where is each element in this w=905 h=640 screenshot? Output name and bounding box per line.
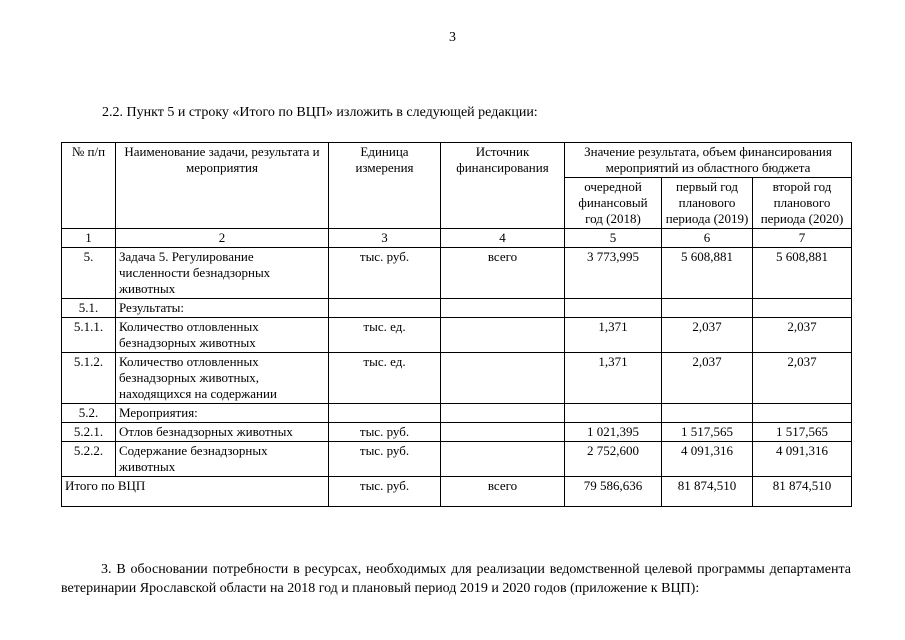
cell-name: Количество отловленных безнадзорных животных	[116, 318, 329, 353]
total-value-2019: 81 874,510	[662, 477, 753, 507]
col-number: 4	[441, 229, 565, 248]
cell-value-2020: 1 517,565	[753, 423, 852, 442]
cell-source	[441, 318, 565, 353]
cell-value-2020: 2,037	[753, 318, 852, 353]
cell-source	[441, 404, 565, 423]
cell-name: Содержание безнадзорных животных	[116, 442, 329, 477]
cell-name: Задача 5. Регулирование численности безнадзорных животных	[116, 248, 329, 299]
col-number: 2	[116, 229, 329, 248]
table-row	[62, 442, 852, 477]
cell-name: Мероприятия:	[116, 404, 329, 423]
total-value-2018: 79 586,636	[565, 477, 662, 507]
cell-value-2018	[565, 404, 662, 423]
cell-num: 5.2.2.	[62, 442, 116, 477]
table-row	[62, 248, 852, 299]
cell-value-2019: 1 517,565	[662, 423, 753, 442]
cell-source	[441, 353, 565, 404]
col-number: 1	[62, 229, 116, 248]
footer-paragraph: 3. В обосновании потребности в ресурсах, необходимых для реализации ведомственной целевой программы департамента ветеринарии Ярославской области на 2018 год и плановый период 2019 и 2020 годов (приложение к ВЦП):	[61, 562, 851, 596]
table-row	[62, 423, 852, 442]
cell-value-2019: 5 608,881	[662, 248, 753, 299]
cell-source	[441, 423, 565, 442]
cell-unit	[329, 299, 441, 318]
cell-value-2020: 2,037	[753, 353, 852, 404]
col-number: 6	[662, 229, 753, 248]
col-number: 5	[565, 229, 662, 248]
program-table	[61, 142, 852, 507]
header-row-top	[62, 143, 852, 178]
header-unit: Единица измерения	[329, 143, 441, 229]
cell-num: 5.2.1.	[62, 423, 116, 442]
cell-value-2018: 3 773,995	[565, 248, 662, 299]
cell-value-2020: 5 608,881	[753, 248, 852, 299]
cell-value-2019: 4 091,316	[662, 442, 753, 477]
header-source: Источник финансирования	[441, 143, 565, 229]
table-row	[62, 404, 852, 423]
cell-num: 5.	[62, 248, 116, 299]
total-value-2020: 81 874,510	[753, 477, 852, 507]
cell-name: Отлов безнадзорных животных	[116, 423, 329, 442]
cell-unit: тыс. ед.	[329, 353, 441, 404]
total-unit: тыс. руб.	[329, 477, 441, 507]
cell-num: 5.1.	[62, 299, 116, 318]
total-source: всего	[441, 477, 565, 507]
cell-num: 5.1.1.	[62, 318, 116, 353]
total-row	[62, 477, 852, 507]
cell-value-2018: 2 752,600	[565, 442, 662, 477]
cell-value-2019: 2,037	[662, 353, 753, 404]
cell-unit: тыс. руб.	[329, 442, 441, 477]
cell-value-2019	[662, 404, 753, 423]
cell-num: 5.2.	[62, 404, 116, 423]
cell-name: Результаты:	[116, 299, 329, 318]
cell-value-2020	[753, 299, 852, 318]
intro-paragraph: 2.2. Пункт 5 и строку «Итого по ВЦП» изложить в следующей редакции:	[102, 105, 538, 120]
cell-unit: тыс. руб.	[329, 248, 441, 299]
cell-value-2018: 1,371	[565, 318, 662, 353]
cell-value-2018: 1 021,395	[565, 423, 662, 442]
header-year-2019: первый год планового периода (2019)	[662, 178, 753, 229]
header-value-group: Значение результата, объем финансирования мероприятий из областного бюджета	[565, 143, 852, 178]
cell-value-2020: 4 091,316	[753, 442, 852, 477]
col-number: 7	[753, 229, 852, 248]
cell-source: всего	[441, 248, 565, 299]
cell-value-2020	[753, 404, 852, 423]
cell-value-2019: 2,037	[662, 318, 753, 353]
cell-value-2018	[565, 299, 662, 318]
cell-value-2019	[662, 299, 753, 318]
table-row	[62, 318, 852, 353]
table-row	[62, 299, 852, 318]
cell-num: 5.1.2.	[62, 353, 116, 404]
column-number-row	[62, 229, 852, 248]
cell-source	[441, 442, 565, 477]
cell-value-2018: 1,371	[565, 353, 662, 404]
cell-name: Количество отловленных безнадзорных животных, находящихся на содержании	[116, 353, 329, 404]
header-num: № п/п	[62, 143, 116, 229]
page-number: 3	[449, 30, 456, 45]
col-number: 3	[329, 229, 441, 248]
total-label: Итого по ВЦП	[62, 477, 329, 507]
table-row	[62, 353, 852, 404]
header-year-2020: второй год планового периода (2020)	[753, 178, 852, 229]
cell-unit: тыс. ед.	[329, 318, 441, 353]
cell-unit: тыс. руб.	[329, 423, 441, 442]
header-name: Наименование задачи, результата и мероприятия	[116, 143, 329, 229]
cell-unit	[329, 404, 441, 423]
cell-source	[441, 299, 565, 318]
header-year-2018: очередной финансовый год (2018)	[565, 178, 662, 229]
